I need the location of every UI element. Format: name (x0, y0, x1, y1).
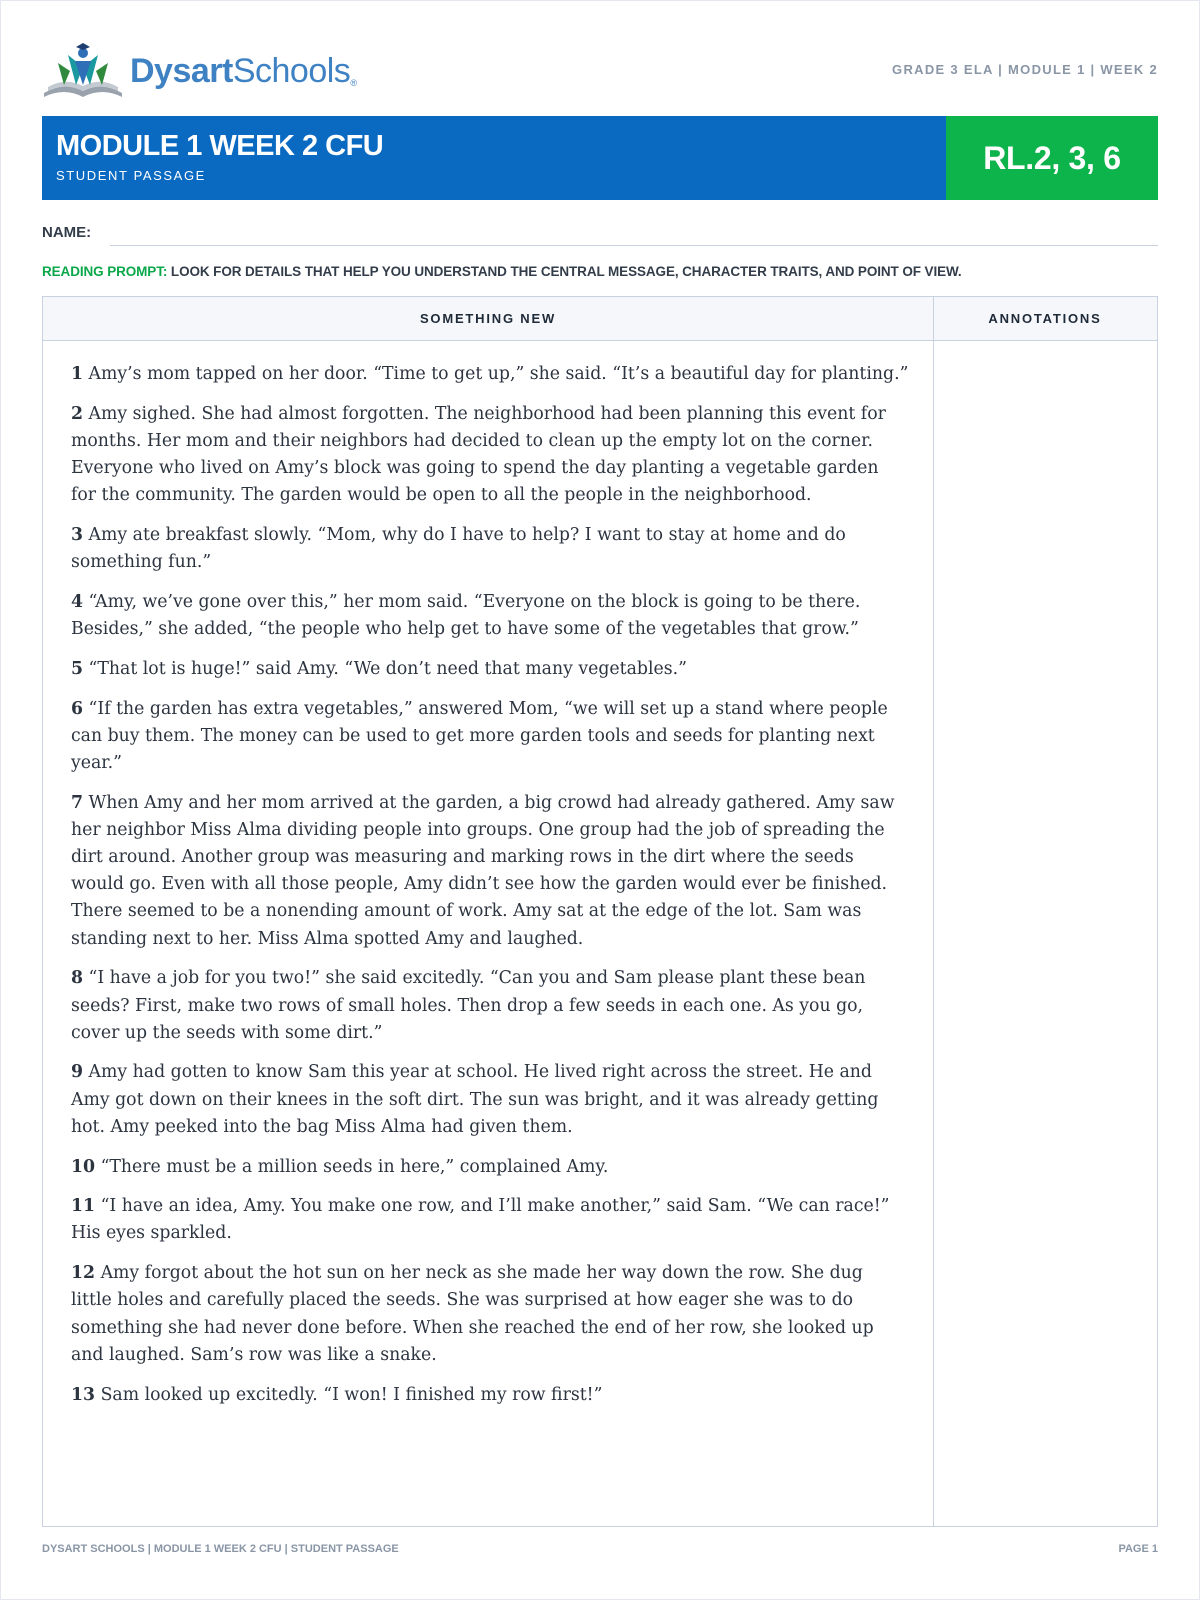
standards-badge: RL.2, 3, 6 (946, 116, 1158, 200)
passage-paragraph (71, 401, 909, 510)
document-title: MODULE 1 WEEK 2 CFU (56, 130, 384, 162)
reading-prompt-text: LOOK FOR DETAILS THAT HELP YOU UNDERSTAND THE CENTRAL MESSAGE, CHARACTER TRAITS, AND POINT OF VIEW. (170, 264, 962, 279)
paragraph-number: 3 (71, 525, 84, 546)
reading-prompt (42, 264, 1158, 279)
paragraph-number: 13 (71, 1384, 96, 1405)
passage-text (71, 361, 909, 1421)
paragraph-text: Amy sighed. She had almost forgotten. The neighborhood had been planning this event for months. Her mom and their neighbors had decided to clean up the empty lot on the corner. Everyone who lived on Amy’s block was going to spend the day planting a vegetable garden for the community. The garden would be open to all the people in the neighborhood. (71, 403, 886, 506)
passage-paragraph (71, 1260, 909, 1369)
passage-paragraph (71, 656, 909, 683)
passage-paragraph (71, 965, 909, 1047)
title-panel (42, 116, 946, 200)
paragraph-text: “There must be a million seeds in here,” complained Amy. (100, 1156, 609, 1177)
registered-mark: ® (350, 78, 357, 88)
document-subtitle: STUDENT PASSAGE (56, 168, 206, 183)
paragraph-number: 2 (71, 403, 84, 424)
logo-wordmark-bold: Dysart (130, 52, 233, 90)
name-row (42, 220, 1158, 248)
name-label: NAME: (42, 224, 92, 241)
paragraph-number: 10 (71, 1156, 96, 1177)
passage-paragraph (71, 1382, 909, 1409)
name-write-line[interactable] (110, 245, 1158, 246)
passage-paragraph (71, 1154, 909, 1181)
paragraph-number: 12 (71, 1263, 96, 1284)
paragraph-text: “I have an idea, Amy. You make one row, and I’ll make another,” said Sam. “We can race!” His eyes sparkled. (71, 1196, 890, 1244)
paragraph-text: When Amy and her mom arrived at the garden, a big crowd had already gathered. Amy saw her neighbor Miss Alma dividing people into groups. One group had the job of spreading the dirt around. Another group was measuring and marking rows in the dirt where the seeds would go. Even with all those people, Amy didn’t see how the garden would ever be finished. There seemed to be a nonending amount of work. Amy sat at the edge of the lot. Sam was standing next to her. Miss Alma spotted Amy and laughed. (71, 792, 895, 949)
title-band (42, 116, 1158, 200)
paragraph-text: Amy ate breakfast slowly. “Mom, why do I have to help? I want to stay at home and do something fun.” (71, 525, 846, 573)
dysart-schools-logo (42, 40, 356, 102)
annotations-column-header: ANNOTATIONS (933, 297, 1157, 341)
logo-wordmark (130, 54, 356, 88)
paragraph-text: Amy forgot about the hot sun on her neck as she made her way down the row. She dug little holes and carefully placed the seeds. She was surprised at how eager she was to do something she had never done before. When she reached the end of her row, she looked up and laughed. Sam’s row was like a snake. (71, 1263, 874, 1365)
paragraph-number: 8 (71, 968, 84, 989)
page-header (42, 36, 1158, 106)
passage-column-header: SOMETHING NEW (43, 297, 933, 341)
column-divider (933, 297, 934, 1526)
footer-document-info: DYSART SCHOOLS | MODULE 1 WEEK 2 CFU | STUDENT PASSAGE (42, 1543, 399, 1555)
logo-wordmark-light: Schools (232, 52, 351, 90)
passage-paragraph (71, 1193, 909, 1247)
paragraph-text: “Amy, we’ve gone over this,” her mom said. “Everyone on the block is going to be there. Besides,” she added, “the people who help get to have some of the vegetables that grow.” (71, 591, 861, 640)
paragraph-number: 9 (71, 1062, 84, 1083)
passage-paragraph (71, 361, 909, 388)
paragraph-number: 4 (71, 591, 84, 612)
paragraph-number: 6 (71, 698, 84, 719)
paragraph-text: Amy had gotten to know Sam this year at school. He lived right across the street. He and Amy got down on their knees in the soft dirt. The sun was bright, and it was already getting hot. Amy peeked into the bag Miss Alma had given them. (71, 1062, 879, 1137)
passage-paragraph (71, 696, 909, 778)
paragraph-text: Sam looked up excitedly. “I won! I finished my row first!” (100, 1384, 603, 1405)
paragraph-text: “That lot is huge!” said Amy. “We don’t need that many vegetables.” (88, 658, 687, 679)
paragraph-text: “If the garden has extra vegetables,” answered Mom, “we will set up a stand where people can buy them. The money can be used to get more garden tools and seeds for planting next year.” (71, 698, 888, 773)
passage-paragraph (71, 1059, 909, 1141)
footer-page-number: PAGE 1 (1118, 1543, 1158, 1555)
reading-prompt-label: READING PROMPT: (42, 264, 168, 279)
paragraph-text: “I have a job for you two!” she said excitedly. “Can you and Sam please plant these bean seeds? First, make two rows of small holes. Then drop a few seeds in each one. As you go, cover up the seeds with some dirt.” (71, 968, 866, 1043)
passage-paragraph (71, 790, 909, 953)
paragraph-number: 11 (71, 1196, 96, 1217)
paragraph-number: 5 (71, 658, 84, 679)
paragraph-number: 7 (71, 792, 84, 813)
passage-paragraph (71, 589, 909, 643)
grade-module-week: GRADE 3 ELA | MODULE 1 | WEEK 2 (892, 62, 1158, 77)
paragraph-text: Amy’s mom tapped on her door. “Time to get up,” she said. “It’s a beautiful day for planting.” (88, 364, 909, 384)
passage-paragraph (71, 522, 909, 576)
open-book-logo-icon (42, 41, 124, 101)
paragraph-number: 1 (71, 364, 84, 384)
passage-table (42, 296, 1158, 1527)
